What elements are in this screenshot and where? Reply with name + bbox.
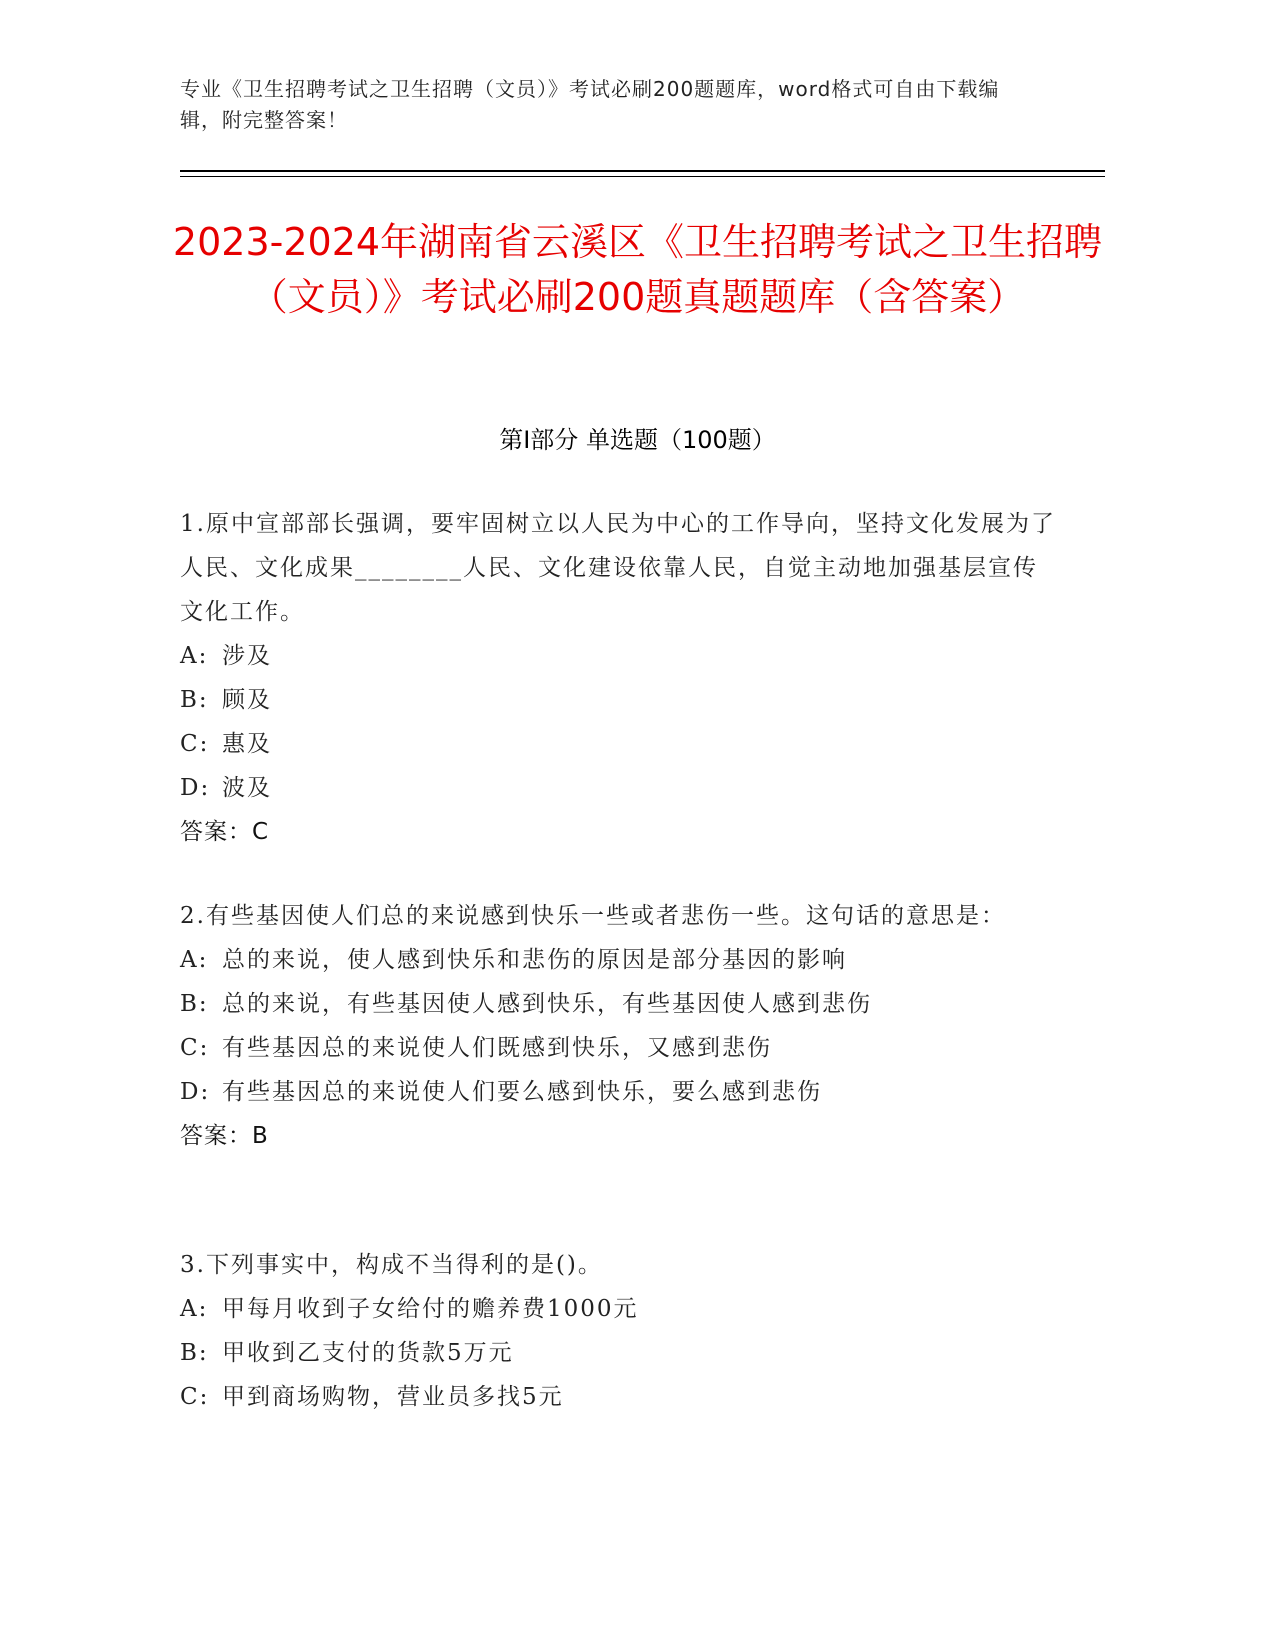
document-title: 2023-2024年湖南省云溪区《卫生招聘考试之卫生招聘（文员）》考试必刷200题真题题库（含答案） — [172, 220, 1103, 319]
option-key: C: — [180, 731, 210, 757]
option-key: C: — [180, 1384, 210, 1410]
option-d — [180, 1070, 1060, 1114]
answer: 答案：B — [180, 1123, 269, 1149]
option-b — [180, 678, 1060, 722]
option-key: D: — [180, 1079, 211, 1105]
question-stem: 2.有些基因使人们总的来说感到快乐一些或者悲伤一些。这句话的意思是： — [180, 903, 1006, 929]
answer: 答案：C — [180, 819, 270, 845]
option-text: 总的来说，使人感到快乐和悲伤的原因是部分基因的影响 — [222, 947, 847, 973]
option-key: A: — [180, 1296, 209, 1322]
header-rule-thin — [180, 176, 1105, 177]
option-text: 甲每月收到子女给付的赡养费1000元 — [222, 1296, 639, 1322]
header-rule-thick — [180, 170, 1105, 172]
option-text: 甲到商场购物，营业员多找5元 — [222, 1384, 564, 1410]
question-3 — [180, 1243, 1060, 1419]
option-key: B: — [180, 991, 209, 1017]
option-b — [180, 1331, 1060, 1375]
option-key: B: — [180, 1340, 209, 1366]
option-key: A: — [180, 643, 209, 669]
option-text: 顾及 — [222, 687, 272, 713]
option-text: 有些基因总的来说使人们要么感到快乐，要么感到悲伤 — [222, 1079, 822, 1105]
option-c — [180, 1026, 1060, 1070]
option-text: 有些基因总的来说使人们既感到快乐，又感到悲伤 — [222, 1035, 772, 1061]
section-title: 第Ⅰ部分 单选题（100题） — [499, 426, 776, 454]
header-note: 专业《卫生招聘考试之卫生招聘（文员）》考试必刷200题题库，word格式可自由下载编辑，附完整答案！ — [180, 77, 1000, 132]
option-text: 波及 — [222, 775, 272, 801]
option-text: 甲收到乙支付的货款5万元 — [222, 1340, 514, 1366]
option-b — [180, 982, 1060, 1026]
option-key: B: — [180, 687, 209, 713]
question-2 — [180, 894, 1060, 1158]
option-text: 涉及 — [222, 643, 272, 669]
option-key: A: — [180, 947, 209, 973]
option-text: 惠及 — [222, 731, 272, 757]
option-text: 总的来说，有些基因使人感到快乐，有些基因使人感到悲伤 — [222, 991, 872, 1017]
option-key: C: — [180, 1035, 210, 1061]
question-1 — [180, 502, 1060, 854]
option-c — [180, 1375, 1060, 1419]
option-a — [180, 634, 1060, 678]
question-stem: 3.下列事实中，构成不当得利的是()。 — [180, 1252, 603, 1278]
option-key: D: — [180, 775, 211, 801]
option-c — [180, 722, 1060, 766]
option-a — [180, 1287, 1060, 1331]
option-d — [180, 766, 1060, 810]
option-a — [180, 938, 1060, 982]
question-stem: 1.原中宣部部长强调，要牢固树立以人民为中心的工作导向，坚持文化发展为了人民、文化成果________人民、文化建设依靠人民，自觉主动地加强基层宣传文化工作。 — [180, 511, 1056, 625]
